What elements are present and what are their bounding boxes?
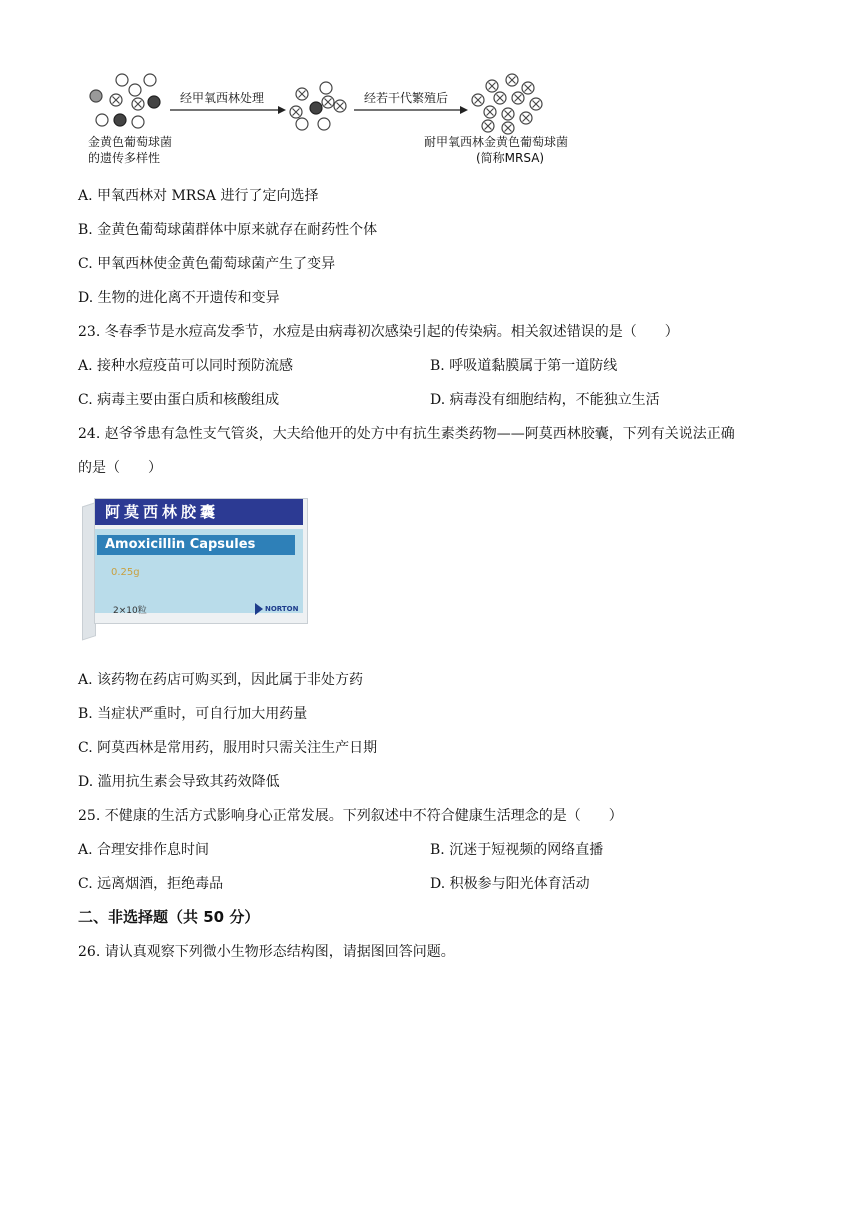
q24-option-d: D. 滥用抗生素会导致其药效降低 xyxy=(78,774,280,790)
q23-option-c: C. 病毒主要由蛋白质和核酸组成 xyxy=(78,392,280,408)
bacteria-svg xyxy=(80,68,600,138)
q24-option-a: A. 该药物在药店可购买到，因此属于非处方药 xyxy=(78,672,364,688)
box-dose: 0.25g xyxy=(111,567,140,578)
q22-option-d: D. 生物的进化离不开遗传和变异 xyxy=(78,290,280,306)
section-2-title: 二、非选择题（共 50 分） xyxy=(78,908,260,926)
mrsa-diagram xyxy=(80,68,600,178)
q23-option-b: B. 呼吸道黏膜属于第一道防线 xyxy=(430,358,618,374)
q24-option-b: B. 当症状严重时，可自行加大用药量 xyxy=(78,706,308,722)
q22-option-a: A. 甲氧西林对 MRSA 进行了定向选择 xyxy=(78,188,319,204)
arrow-1-label: 经甲氧西林处理 xyxy=(180,91,265,105)
q22-option-b: B. 金黄色葡萄球菌群体中原来就存在耐药性个体 xyxy=(78,222,378,238)
box-cn-name: 阿莫西林胶囊 xyxy=(95,499,303,525)
q23-option-d: D. 病毒没有细胞结构，不能独立生活 xyxy=(430,392,660,408)
q25-option-d: D. 积极参与阳光体育活动 xyxy=(430,876,590,892)
q25-option-b: B. 沉迷于短视频的网络直播 xyxy=(430,842,604,858)
q24-option-c: C. 阿莫西林是常用药，服用时只需关注生产日期 xyxy=(78,740,378,756)
diverse-population xyxy=(90,74,160,128)
q22-option-c: C. 甲氧西林使金黄色葡萄球菌产生了变异 xyxy=(78,256,336,272)
right-caption-line2: (简称MRSA) xyxy=(476,151,545,165)
q25-option-c: C. 远离烟酒，拒绝毒品 xyxy=(78,876,224,892)
q26-stem: 26. 请认真观察下列微小生物形态结构图，请据图回答问题。 xyxy=(78,944,455,960)
q24-stem-line1: 24. 赵爷爷患有急性支气管炎，大夫给他开的处方中有抗生素类药物——阿莫西林胶囊，下列有关说法正确 xyxy=(78,426,735,442)
surviving-population xyxy=(290,82,346,130)
right-caption-line1: 耐甲氧西林金黄色葡萄球菌 xyxy=(424,135,569,149)
amoxicillin-box-image xyxy=(82,490,308,652)
left-caption-line2: 的遗传多样性 xyxy=(88,151,161,165)
arrow-2-label: 经若干代繁殖后 xyxy=(364,91,449,105)
box-count: 2×10粒 xyxy=(113,606,147,616)
left-caption-line1: 金黄色葡萄球菌 xyxy=(88,135,173,149)
mrsa-population xyxy=(472,74,542,134)
q24-stem-line2: 的是（ ） xyxy=(78,460,162,476)
q23-option-a: A. 接种水痘疫苗可以同时预防流感 xyxy=(78,358,294,374)
box-front xyxy=(94,498,308,624)
box-brand: NORTON xyxy=(265,605,299,613)
q25-stem: 25. 不健康的生活方式影响身心正常发展。下列叙述中不符合健康生活理念的是（ ） xyxy=(78,808,623,824)
q25-option-a: A. 合理安排作息时间 xyxy=(78,842,210,858)
q23-stem: 23. 冬春季节是水痘高发季节，水痘是由病毒初次感染引起的传染病。相关叙述错误的是（ ） xyxy=(78,324,679,340)
box-en-name: Amoxicillin Capsules xyxy=(97,535,295,555)
